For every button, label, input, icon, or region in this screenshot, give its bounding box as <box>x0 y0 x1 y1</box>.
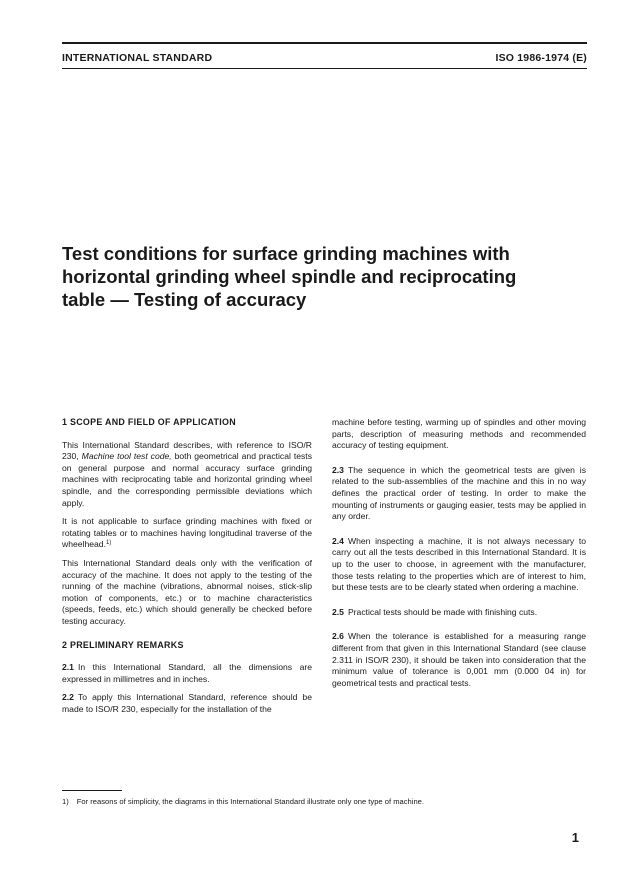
left-column <box>62 417 312 722</box>
clause-2-5-text: Practical tests should be made with finishing cuts. <box>347 606 538 617</box>
title-line-3: table — Testing of accuracy <box>62 289 307 310</box>
section-2-heading: 2 PRELIMINARY REMARKS <box>62 639 184 650</box>
section-1-paragraph-3: This International Standard deals only with the verification of accuracy of the machine. It does not apply to the testing of the running of the machine (vibrations, abnormal noises, stick-slip motion of components, etc.) or to machine characteristics (speeds, feeds, etc.) which should generally be checked before testing accuracy. <box>62 557 312 626</box>
header-standard-label: INTERNATIONAL STANDARD <box>62 52 213 64</box>
clause-2-4-number: 2.4 <box>332 535 344 546</box>
header-top-rule <box>62 42 587 44</box>
clause-2-4-text: When inspecting a machine, it is not always necessary to carry out all the tests described in this International Standard. It is up to the user to choose, in agreement with the manufacturer, those tests relating to the properties which are of interest to him, but these tests are to be clearly stated when ordering a machine. <box>332 535 586 593</box>
footnote-text: For reasons of simplicity, the diagrams in this International Standard illustrate only one type of machine. <box>76 797 425 806</box>
iso-r230-title-reference: Machine tool test code, <box>81 451 172 462</box>
document-title <box>62 242 562 311</box>
header-document-number: ISO 1986-1974 (E) <box>495 52 587 64</box>
right-column <box>332 417 586 696</box>
clause-2-2-continuation: machine before testing, warming up of spindles and other moving parts, description of measuring methods and recommended accuracy of testing equipment. <box>332 417 586 451</box>
page-number: 1 <box>571 830 579 845</box>
clause-2-4 <box>332 536 586 594</box>
clause-2-2-text: To apply this International Standard, reference should be made to ISO/R 230, especially for the installation of the <box>62 692 312 714</box>
clause-2-5-number: 2.5 <box>332 606 344 617</box>
title-line-1: Test conditions for surface grinding machines with <box>62 243 510 264</box>
section-1-heading: 1 SCOPE AND FIELD OF APPLICATION <box>62 417 236 427</box>
clause-2-2 <box>62 692 312 715</box>
footnote-number: 1) <box>62 797 69 806</box>
clause-2-3-text: The sequence in which the geometrical tests are given is related to the sub-assemblies of the machine and this in no way defines the practical order of testing. In order to make the mounting of instruments or gauging easier, tests may be applied in any order. <box>332 464 586 522</box>
footnote-reference-mark: 1) <box>105 540 112 547</box>
clause-2-5 <box>332 607 586 619</box>
clause-2-1-number: 2.1 <box>62 662 74 673</box>
clause-2-2-number: 2.2 <box>62 692 74 703</box>
footnote <box>62 797 424 806</box>
s1-p1-text-b: both geometrical and practical tests on general purpose and normal accuracy surface grinding machines with reciprocating table and horizontal grinding wheel spindle, and the corresponding permissible deviations which apply. <box>62 451 312 508</box>
s1-p1-text-a: This International Standard describes, with reference to ISO/R 230, <box>62 439 312 462</box>
clause-2-3-number: 2.3 <box>332 464 344 475</box>
header-bottom-rule <box>62 68 587 69</box>
clause-2-1-text: In this International Standard, all the dimensions are expressed in millimetres and in inches. <box>62 662 312 684</box>
clause-2-6 <box>332 631 586 689</box>
section-1-paragraph-2 <box>62 516 312 551</box>
title-line-2: horizontal grinding wheel spindle and reciprocating <box>62 266 517 287</box>
footnote-separator <box>62 790 122 791</box>
clause-2-3 <box>332 465 586 523</box>
s1-p2-text: It is not applicable to surface grinding machines with fixed or rotating tables or to machines having longitudinal traverse of the wheelhead. <box>62 516 312 550</box>
section-1-paragraph-1 <box>62 440 312 510</box>
clause-2-6-number: 2.6 <box>332 631 344 642</box>
clause-2-1 <box>62 662 312 685</box>
clause-2-6-text: When the tolerance is established for a measuring range different from that given in this International Standard (see clause 2.311 in ISO/R 230), it should be taken into consideration that the minimum value of tolerance is 0,001 mm (0.000 04 in) for geometrical tests and practical tests. <box>332 631 586 688</box>
